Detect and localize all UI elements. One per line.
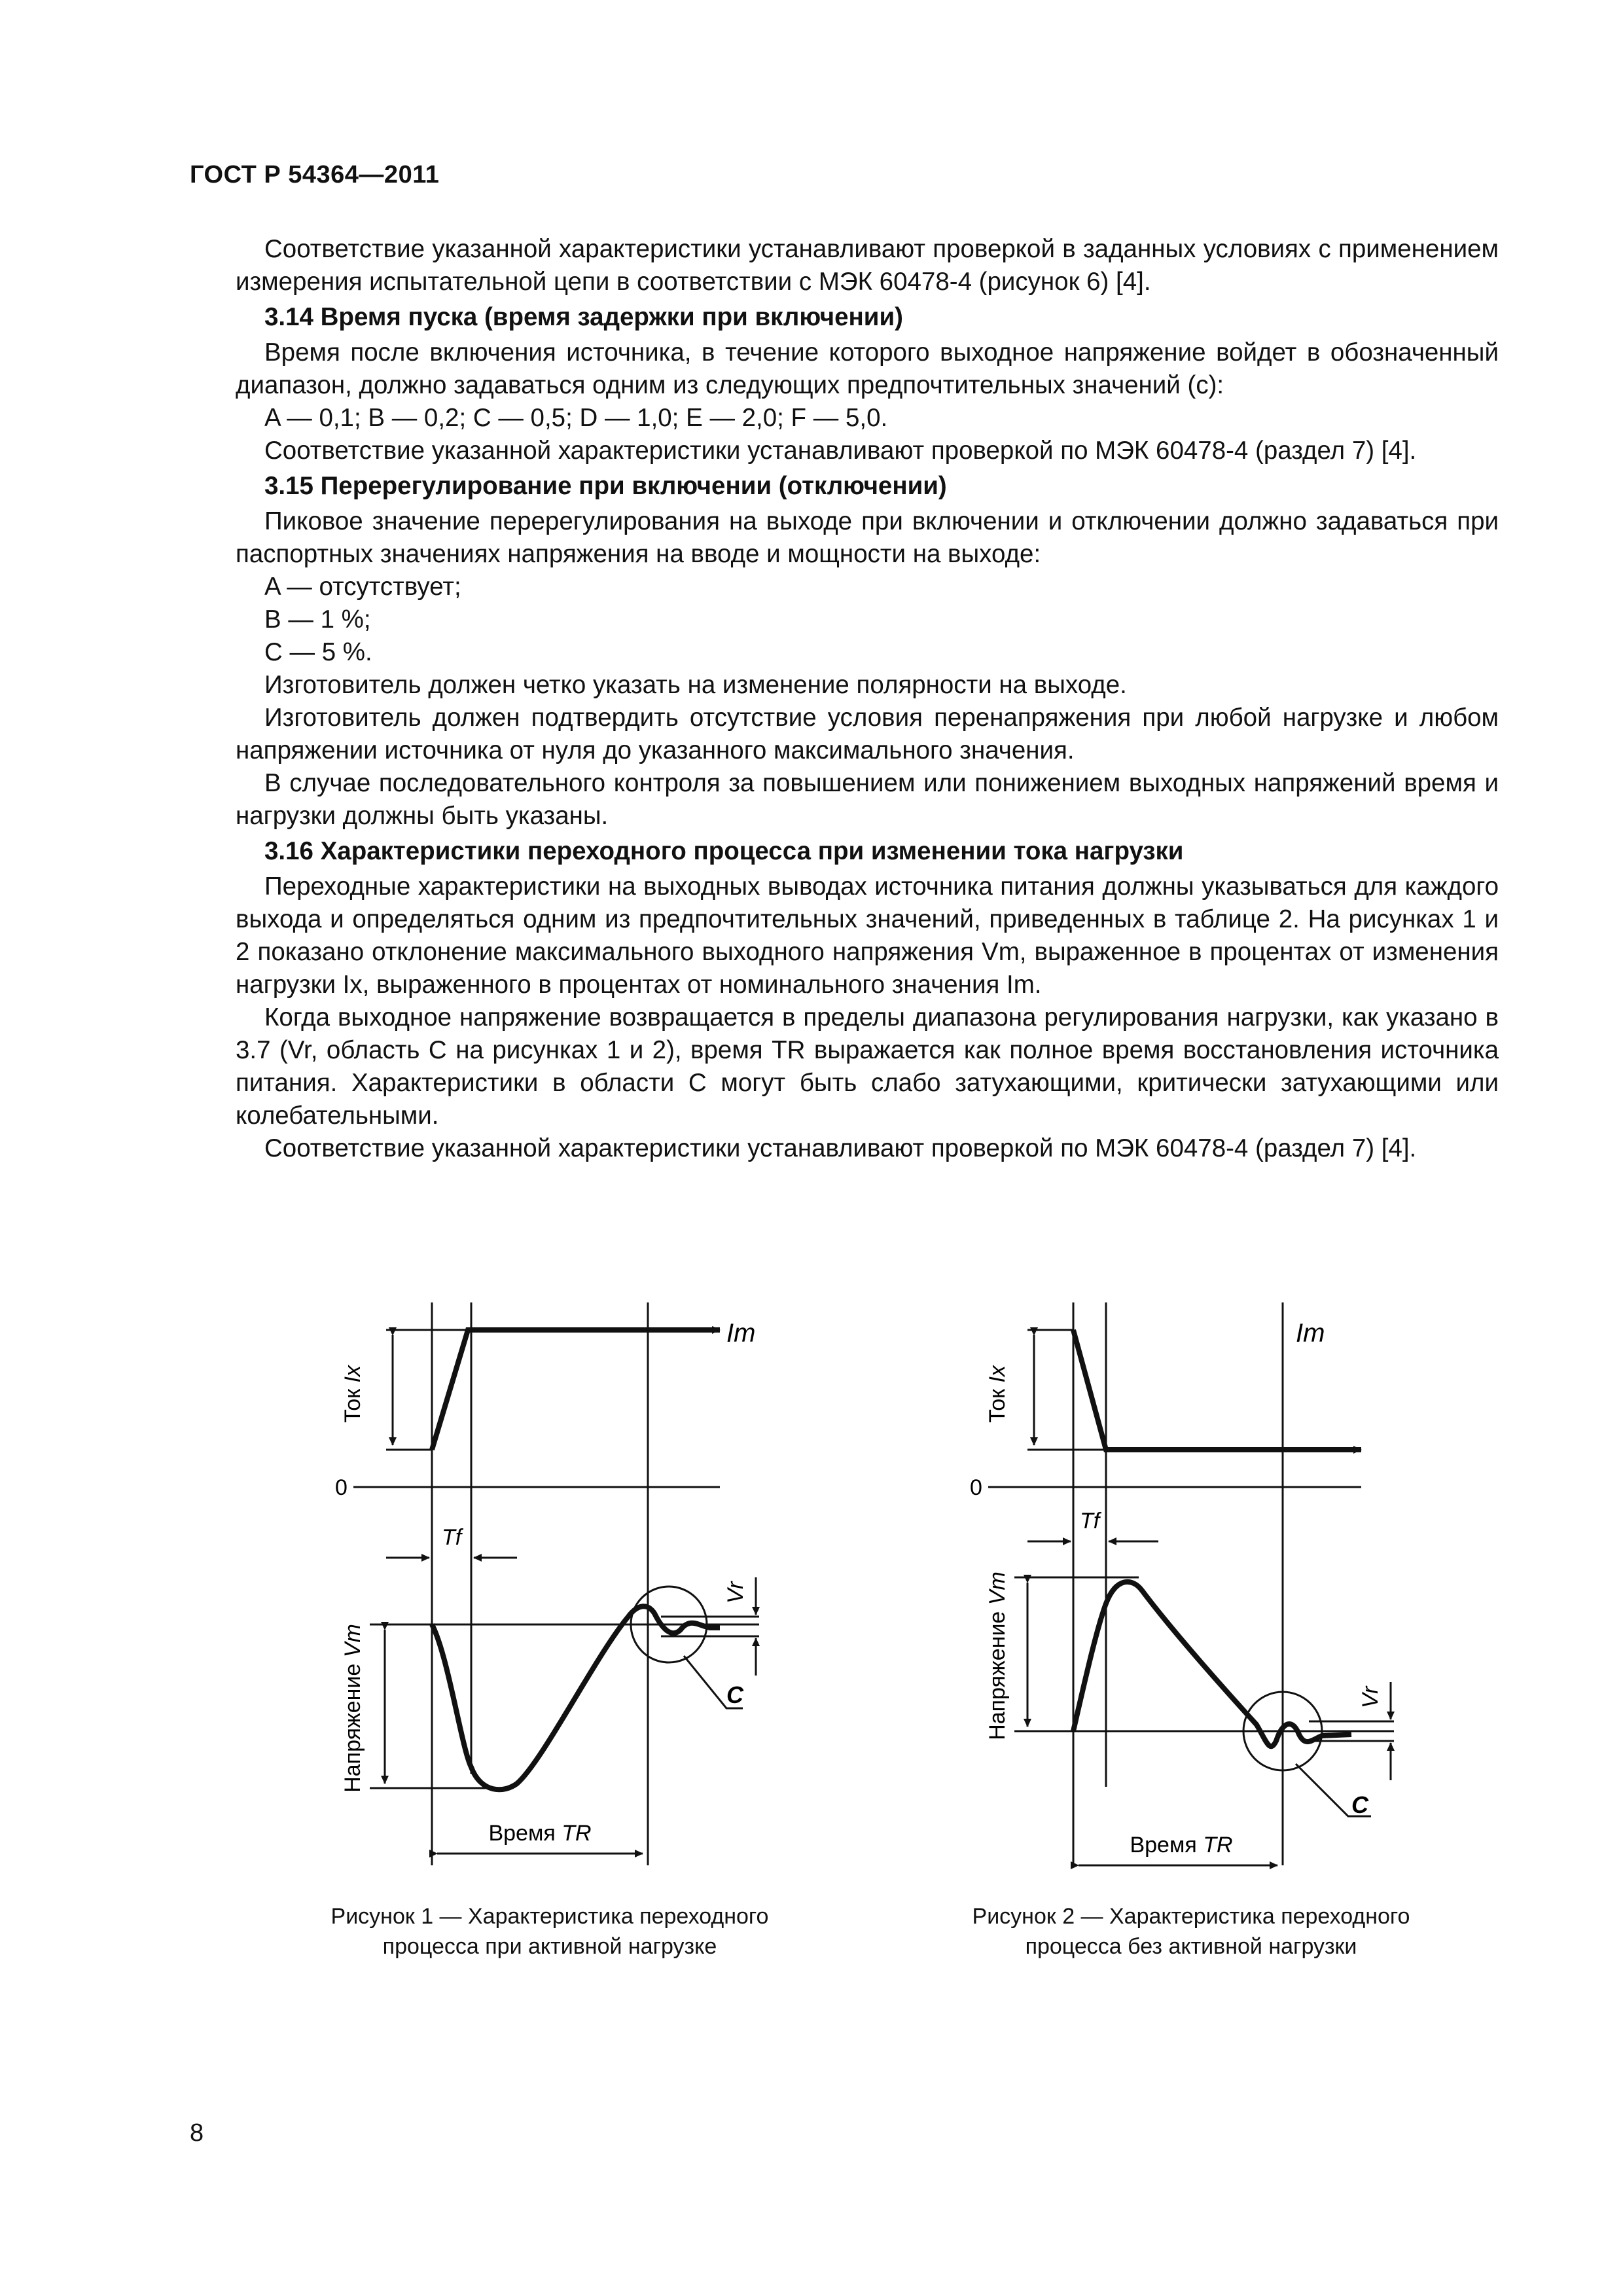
list-item: C — 5 %. [264, 638, 372, 666]
im-label: Im [1296, 1319, 1325, 1348]
voltage-label: Напряжение Vm [340, 1624, 365, 1793]
im-label: Im [726, 1319, 756, 1348]
figure-1-caption: Рисунок 1 — Характеристика переходного процесса при активной нагрузке [330, 1904, 769, 1959]
paragraph: В случае последовательного контроля за повышением или понижением выходных напряжений время и нагрузки должны быть указаны. [236, 769, 1499, 830]
paragraph: Изготовитель должен подтвердить отсутствие условия перенапряжения при любой нагрузке и любом напряжении источника от нуля до указанного максимального значения. [236, 704, 1499, 764]
zero-label: 0 [970, 1475, 982, 1500]
current-label: Ток Ix [340, 1365, 365, 1423]
paragraph: Соответствие указанной характеристики устанавливают проверкой в заданных условиях с применением измерения испытательной цепи в соответствии с МЭК 60478-4 (рисунок 6) [4]. [236, 235, 1499, 296]
current-label: Ток Ix [985, 1365, 1010, 1423]
list-item: B — 1 %; [264, 605, 371, 634]
tf-label: Tf [442, 1525, 462, 1550]
page-number: 8 [190, 2119, 204, 2147]
section-heading-3-15: 3.15 Перерегулирование при включении (отключении) [264, 472, 947, 500]
figure-1-diagram [308, 1289, 779, 1878]
figure-2-diagram [942, 1289, 1440, 1878]
paragraph: Изготовитель должен четко указать на изменение полярности на выходе. [264, 671, 1127, 699]
time-label: Время TR [488, 1821, 592, 1846]
section-heading-3-14: 3.14 Время пуска (время задержки при включении) [264, 303, 903, 331]
list-item: A — отсутствует; [264, 573, 461, 601]
document-header: ГОСТ Р 54364—2011 [190, 161, 440, 188]
paragraph: A — 0,1; B — 0,2; C — 0,5; D — 1,0; E — 2,0; F — 5,0. [264, 404, 888, 432]
zero-label: 0 [335, 1475, 348, 1500]
vr-label: Vr [723, 1581, 748, 1604]
paragraph: Когда выходное напряжение возвращается в пределы диапазона регулирования нагрузки, как указано в 3.7 (Vr, область C на рисунках 1 и 2), время TR выражается как полное время восстановления источника питания. Характеристики в области C могут быть слабо затухающими, критически затухающими или колебательными. [236, 1003, 1499, 1130]
tf-label: Tf [1080, 1509, 1100, 1534]
figure-2-caption: Рисунок 2 — Характеристика переходного процесса без активной нагрузки [972, 1904, 1410, 1959]
voltage-label: Напряжение Vm [985, 1571, 1010, 1740]
time-label: Время TR [1130, 1833, 1233, 1857]
document-body [236, 233, 1499, 1165]
paragraph: Соответствие указанной характеристики устанавливают проверкой по МЭК 60478-4 (раздел 7) [4]. [264, 1134, 1417, 1162]
paragraph: Соответствие указанной характеристики устанавливают проверкой по МЭК 60478-4 (раздел 7) [4]. [264, 437, 1417, 465]
paragraph: Время после включения источника, в течение которого выходное напряжение войдет в обозначенный диапазон, должно задаваться одним из следующих предпочтительных значений (с): [236, 338, 1499, 399]
region-c-label: C [726, 1681, 743, 1708]
paragraph: Пиковое значение перерегулирования на выходе при включении и отключении должно задаваться при паспортных значениях напряжения на вводе и мощности на выходе: [236, 507, 1499, 568]
region-c-label: C [1351, 1791, 1368, 1818]
paragraph: Переходные характеристики на выходных выводах источника питания должны указываться для каждого выхода и определяться одним из предпочтительных значений, приведенных в таблице 2. На рисунках 1 и 2 показано отклонение максимального выходного напряжения Vm, выраженное в процентах от изменения нагрузки Ix, выраженного в процентах от номинального значения Im. [236, 872, 1499, 999]
vr-label: Vr [1358, 1686, 1383, 1708]
section-heading-3-16: 3.16 Характеристики переходного процесса при изменении тока нагрузки [264, 837, 1184, 865]
